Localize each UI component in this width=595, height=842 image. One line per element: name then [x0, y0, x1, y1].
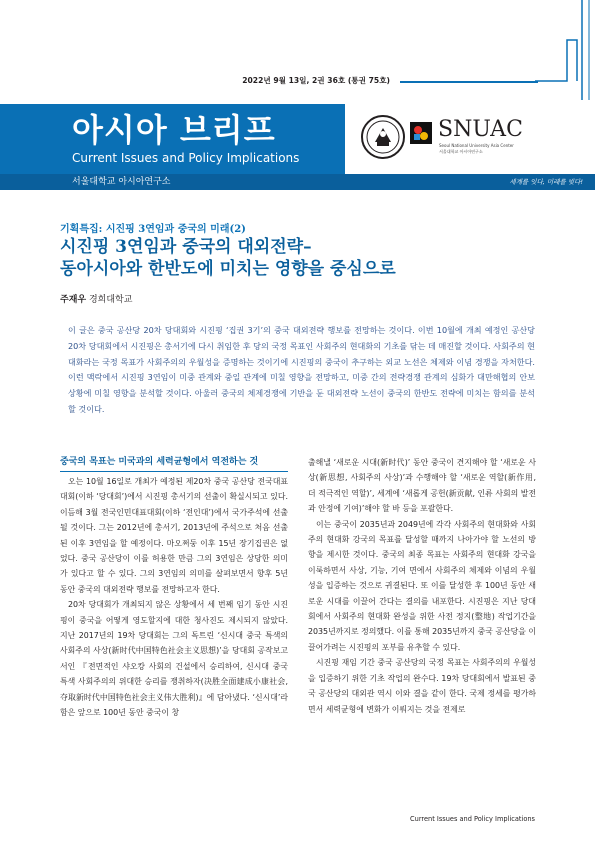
abstract: 이 글은 중국 공산당 20차 당대회와 시진핑 ‘집권 3기’의 중국 대외전략 행보를 전망하는 것이다. 이번 10월에 개최 예정인 공산당 20차 당대회에서 시진핑은 총서기에 다시 취임한 후 당의 국정 목표인 사회주의 현대화의 기초를 닦는 데 매진할 것이다. 사회주의 현대화라는 국정 목표가 사회주의의 우월성을 증명하는 것이기에 시진핑의 중국이 추구하는 외교 노선은 체제와 이념 경쟁을 자처한다. 이런 맥락에서 시진핑 3연임이 미중 관계와 중일 관계에 미칠 영향을 전망하고, 미중 간의 전략경쟁 관계의 심화가 대만해협의 안보 상황에 미칠 영향을 분석할 것이다. 아울러 중국의 체제경쟁에 기반을 둔 대외전략 노선이 중국의 한반도 전략에 미치는 함의를 분석할 것이다.: [68, 325, 535, 414]
paragraph: 20차 당대회가 개최되지 않은 상황에서 세 번째 임기 동안 시진핑이 중국을 어떻게 영도할지에 대한 청사진도 제시되지 않았다. 지난 2017년의 19차 당대회는 그의 독트린 ‘신시대 중국 특색의 사회주의 사상(新时代中国特色社会主义思想)’을 당대회 공작보고서인 『전면적인 샤오캉 사회의 건설에서 승리하여, 신시대 중국 특색 사회주의의 위대한 승리를 쟁취하자(决胜全面建成小康社会, 夺取新时代中国特色社会主义伟大胜利)』에 담아냈다. ‘신시대’라 함은 앞으로 100년 동안 중국이 창: [60, 600, 288, 718]
snuac-logo-subtitle-ko: 서울대학교 아시아연구소: [439, 149, 483, 154]
slogan: 세계를 잇다, 미래를 빚다!: [509, 178, 583, 186]
author: [60, 292, 132, 305]
headline-line-2: 동아시아와 한반도에 미치는 영향을 중심으로: [60, 259, 396, 279]
paragraph: 오는 10월 16일로 개최가 예정된 제20차 중국 공산당 전국대표대회(이하 ‘당대회’)에서 시진핑 총서기의 선출이 확실시되고 있다. 이듬해 3월 전국인민대표대회(이하 ‘전인대’)에서 국가주석에 선출될 것이다. 그는 2012년에 총서기, 2013년에 주석으로 처음 선출된 이후 3연임을 할 예정이다. 마오쩌둥 이후 15년 장기집권은 없었다. 중국 공산당이 이를 허용한 만큼 그의 3연임은 상당한 의미가 있다고 할 수 있다. 그의 3연임의 의미를 살펴보면서 향후 5년 동안 중국의 대외전략 행보를 전망하고자 한다.: [60, 477, 288, 594]
snu-seal-logo: [360, 114, 406, 160]
masthead-blue-panel: [0, 104, 345, 174]
paragraph: 출해낼 ‘새로운 시대(新时代)’ 동안 중국이 견지해야 할 ‘새로운 사상(新思想, 사회주의 사상)’과 수행해야 할 ‘새로운 역할(新作用, 더 적극적인 역할)’, 세계에 ‘새롭게 공헌(新贡献, 인류 사회의 발전과 안정에 기여)’해야 할 바 등을 포괄한다.: [308, 458, 536, 514]
paragraph: 이는 중국이 2035년과 2049년에 각각 사회주의 현대화와 사회주의 현대화 강국의 목표를 달성할 때까지 나아가야 할 노선의 방향을 제시한 것이다. 중국의 최종 목표는 사회주의 현대화 강국을 이룩하면서 사상, 기능, 기여 면에서 사회주의 체제와 이념의 우월성을 입증하는 것으로 귀결된다. 또 이를 달성한 후 100년 동안 새로운 시대를 이끌어 간다는 결의를 내포한다. 시진핑은 지난 당대회에서 사회주의 현대화 완성을 위한 사전 정지(整地) 작업기간을 2035년까지로 정의했다. 이를 통해 2035년까지 중국 공산당을 이끌어가려는 시진핑의 포부를 유추할 수 있다.: [308, 519, 536, 652]
corner-decoration: [535, 0, 595, 100]
snuac-logo-subtitle-en: Seoul National University Asia Center: [439, 143, 514, 148]
footer-running-title: Current Issues and Policy Implications: [410, 815, 535, 823]
headline-line-1: 시진핑 3연임과 중국의 대외전략–: [60, 237, 312, 257]
author-name: 주재우: [60, 295, 87, 305]
publication-title: 아시아 브리프: [72, 111, 276, 149]
author-affiliation: 경희대학교: [88, 295, 133, 305]
paragraph: 시진핑 재임 기간 중국 공산당의 국정 목표는 사회주의의 우월성을 입증하기 위한 기초 작업의 완수다. 19차 당대회에서 발표된 중국 공산당의 대외관 역시 이와 결을 같이 한다. 국제 정세를 평가하면서 세력균형에 변화가 이뤄지는 것을 전제로: [308, 658, 536, 714]
header-rule: [400, 81, 538, 83]
masthead: [0, 104, 595, 174]
institute-name: 서울대학교 아시아연구소: [72, 177, 171, 187]
institute-bar: [0, 174, 595, 190]
snuac-mark-icon: [410, 122, 432, 144]
series-label: 기획특집: 시진핑 3연임과 중국의 미래(2): [60, 224, 246, 235]
snuac-logo-text: SNUAC: [438, 117, 523, 142]
body-column-right: [308, 455, 536, 717]
section-heading: 중국의 목표는 미국과의 세력균형에서 역전하는 것: [60, 455, 288, 472]
issue-date: 2022년 9월 13일, 2권 36호 (통권 75호): [242, 76, 390, 85]
body-column-left: [60, 455, 288, 721]
publication-subtitle: Current Issues and Policy Implications: [72, 151, 300, 165]
